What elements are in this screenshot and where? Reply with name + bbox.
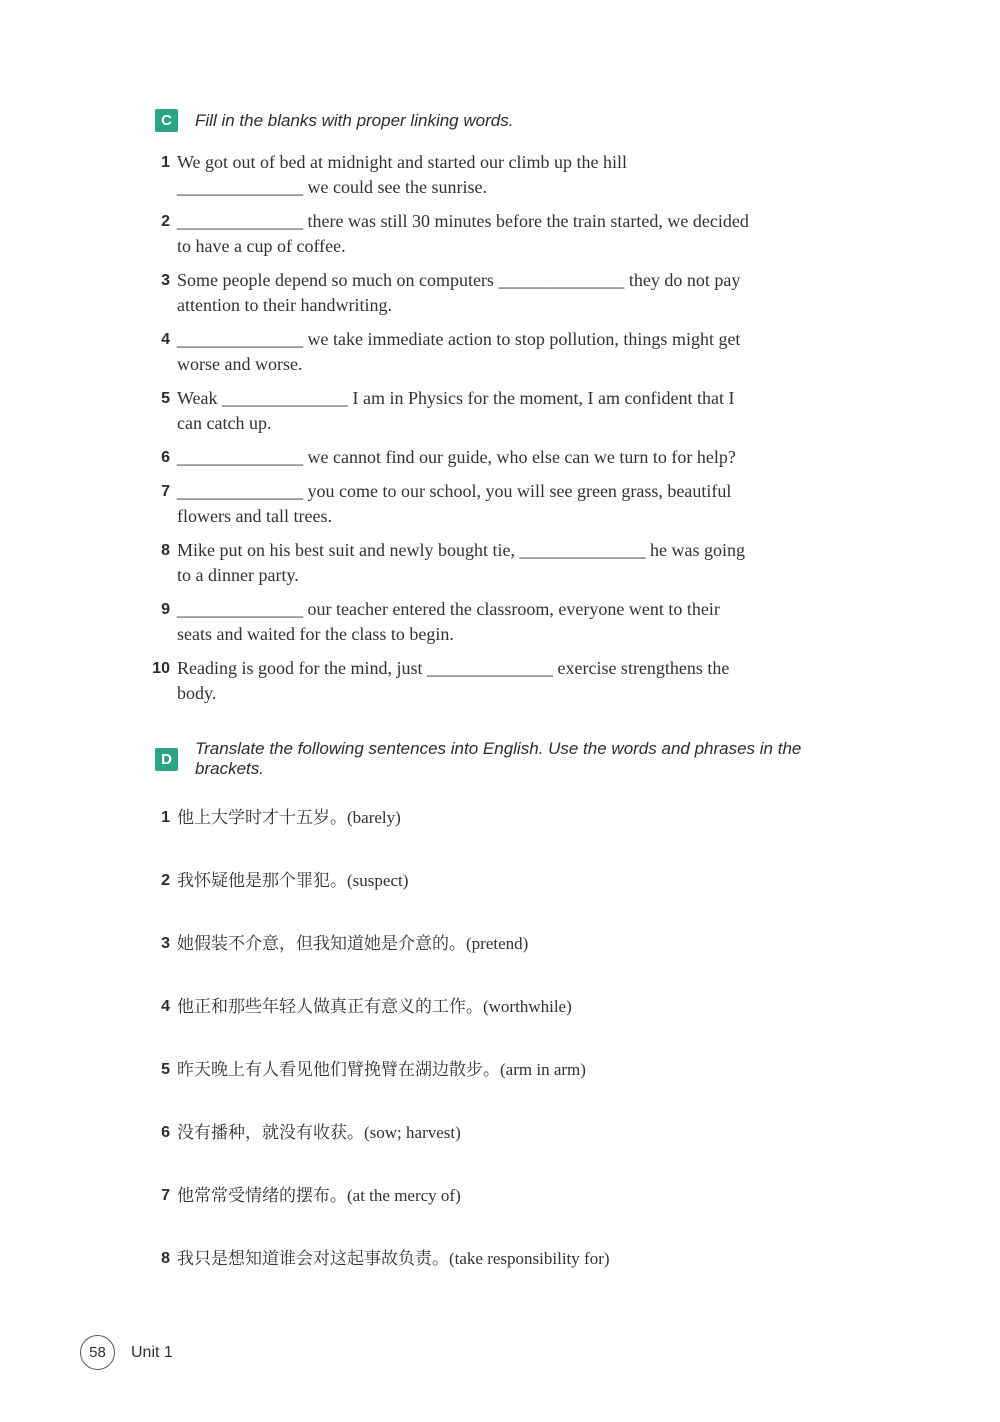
translation-item (150, 805, 858, 830)
item-number: 1 (161, 154, 170, 171)
item-number: 8 (161, 542, 170, 559)
item-text-line: Mike put on his best suit and newly bought tie, ______________ he was going (177, 540, 745, 560)
section-d-items (150, 805, 858, 1271)
item-text (177, 931, 528, 956)
item-text (177, 386, 734, 436)
exercise-item (150, 445, 858, 470)
item-number: 7 (161, 1187, 170, 1204)
item-text-line: Weak ______________ I am in Physics for the moment, I am confident that I (177, 388, 735, 408)
item-text (177, 445, 736, 470)
translation-item (150, 868, 858, 893)
exercise-item (150, 479, 858, 529)
item-text (177, 150, 627, 200)
item-text-line: 我怀疑他是那个罪犯。(suspect) (177, 871, 409, 890)
item-text (177, 805, 401, 830)
item-text-line: We got out of bed at midnight and started our climb up the hill (177, 152, 627, 172)
item-text-line: ______________ we cannot find our guide, who else can we turn to for help? (177, 447, 736, 467)
item-text-line: 他常常受情绪的摆布。(at the mercy of) (177, 1186, 461, 1205)
item-number: 9 (161, 601, 170, 618)
item-number: 2 (161, 213, 170, 230)
item-number: 6 (161, 449, 170, 466)
item-text (177, 597, 720, 647)
item-text-line: worse and worse. (177, 354, 303, 374)
item-number: 1 (161, 809, 170, 826)
exercise-item (150, 150, 858, 200)
translation-item (150, 1120, 858, 1145)
unit-label: Unit 1 (131, 1343, 173, 1361)
item-number: 7 (161, 483, 170, 500)
item-text-line: ______________ we could see the sunrise. (177, 177, 487, 197)
translation-item (150, 931, 858, 956)
item-number: 2 (161, 872, 170, 889)
item-text (177, 1246, 610, 1271)
translation-item (150, 1057, 858, 1082)
section-c-badge: C (155, 109, 178, 132)
exercise-item (150, 538, 858, 588)
item-text (177, 656, 729, 706)
translation-item (150, 1246, 858, 1271)
item-text (177, 209, 749, 259)
item-text-line: to have a cup of coffee. (177, 236, 346, 256)
item-text (177, 1057, 586, 1082)
section-d-instructions: Translate the following sentences into English. Use the words and phrases in the brackets. (195, 739, 802, 778)
section-c-items (150, 150, 858, 706)
item-text-line: to a dinner party. (177, 565, 299, 585)
exercise-item (150, 386, 858, 436)
item-text (177, 479, 731, 529)
section-d (150, 739, 858, 1271)
item-text (177, 1120, 461, 1145)
item-text (177, 327, 740, 377)
item-number: 10 (152, 660, 170, 677)
section-d-header (150, 739, 858, 779)
item-number: 4 (161, 998, 170, 1015)
section-c-instructions: Fill in the blanks with proper linking words. (195, 110, 514, 130)
item-text-line: Reading is good for the mind, just ______________ exercise strengthens the (177, 658, 730, 678)
item-text-line: body. (177, 683, 217, 703)
item-text-line: 她假装不介意，但我知道她是介意的。(pretend) (177, 934, 529, 953)
item-text-line: can catch up. (177, 413, 272, 433)
item-text (177, 868, 408, 893)
item-number: 8 (161, 1250, 170, 1267)
item-text-line: 昨天晚上有人看见他们臂挽臂在湖边散步。(arm in arm) (177, 1060, 586, 1079)
item-text (177, 994, 572, 1019)
item-number: 3 (161, 272, 170, 289)
item-text-line: ______________ there was still 30 minutes before the train started, we decided (177, 211, 749, 231)
item-text-line: flowers and tall trees. (177, 506, 332, 526)
item-text-line: attention to their handwriting. (177, 295, 392, 315)
exercise-item (150, 209, 858, 259)
item-text-line: 没有播种，就没有收获。(sow; harvest) (177, 1123, 461, 1142)
item-number: 3 (161, 935, 170, 952)
item-text-line: Some people depend so much on computers ______________ they do not pay (177, 270, 741, 290)
exercise-item (150, 327, 858, 377)
item-text-line: seats and waited for the class to begin. (177, 624, 454, 644)
translation-item (150, 1183, 858, 1208)
item-text-line: 他上大学时才十五岁。(barely) (177, 808, 401, 827)
item-text (177, 268, 740, 318)
exercise-item (150, 268, 858, 318)
item-number: 6 (161, 1124, 170, 1141)
item-text (177, 538, 745, 588)
page-number-badge: 58 (80, 1335, 115, 1370)
section-c-header (150, 109, 858, 132)
section-d-badge: D (155, 748, 178, 771)
exercise-item (150, 656, 858, 706)
exercise-item (150, 597, 858, 647)
item-number: 5 (161, 1061, 170, 1078)
item-text-line: ______________ you come to our school, you will see green grass, beautiful (177, 481, 732, 501)
item-text-line: ______________ our teacher entered the classroom, everyone went to their (177, 599, 720, 619)
translation-item (150, 994, 858, 1019)
item-text-line: ______________ we take immediate action to stop pollution, things might get (177, 329, 741, 349)
item-number: 4 (161, 331, 170, 348)
section-c (150, 109, 858, 706)
item-number: 5 (161, 390, 170, 407)
item-text (177, 1183, 461, 1208)
item-text-line: 他正和那些年轻人做真正有意义的工作。(worthwhile) (177, 997, 572, 1016)
page-footer (80, 1335, 173, 1370)
item-text-line: 我只是想知道谁会对这起事故负责。(take responsibility for) (177, 1249, 610, 1268)
